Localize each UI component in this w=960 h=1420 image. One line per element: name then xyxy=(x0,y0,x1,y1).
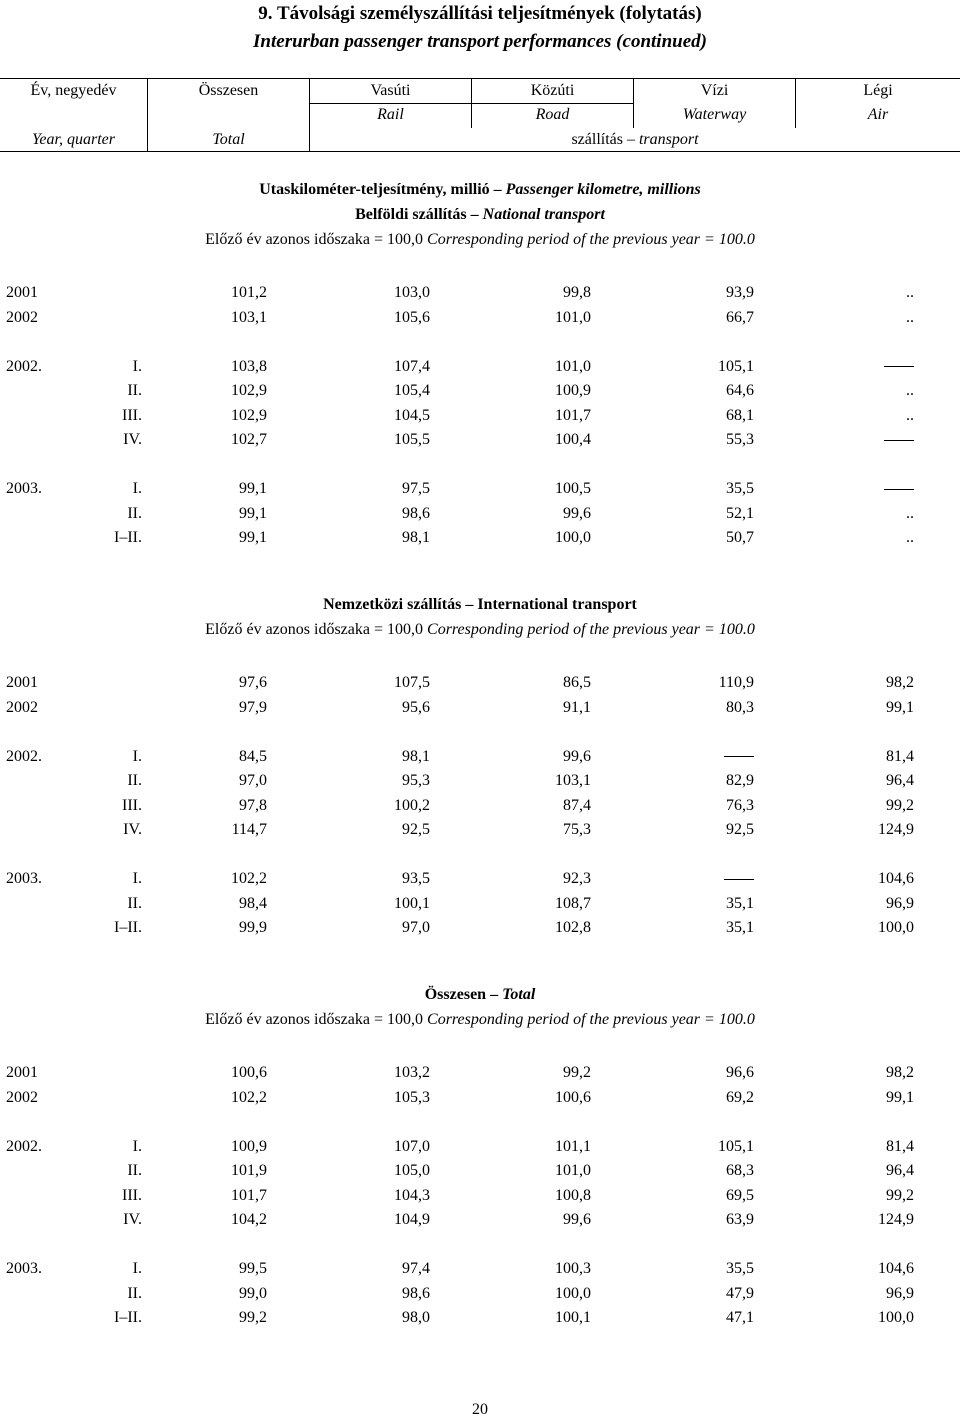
table-row xyxy=(0,1061,960,1085)
section-title: Összesen – Total xyxy=(424,986,536,1003)
table-row xyxy=(0,1208,960,1232)
section-title-en: National transport xyxy=(482,206,605,223)
row-year: 2002 xyxy=(6,1088,38,1106)
cell-total: 101,2 xyxy=(231,284,267,301)
cell-road: 92,3 xyxy=(563,870,591,887)
cell-total: 98,4 xyxy=(239,894,267,912)
row-year: 2003. xyxy=(6,1260,42,1277)
cell-waterway: 110,9 xyxy=(718,674,754,691)
row-quarter: I. xyxy=(132,870,142,887)
row-quarter: IV. xyxy=(123,821,142,838)
table-row xyxy=(0,1282,960,1306)
cell-waterway: 69,5 xyxy=(726,1186,754,1204)
cell-road: 99,6 xyxy=(563,504,591,522)
cell-air: 96,4 xyxy=(886,772,914,789)
cell-rail: 107,0 xyxy=(394,1137,430,1155)
cell-air xyxy=(884,355,914,379)
header-road-label: Közúti xyxy=(530,82,575,99)
table-row xyxy=(0,696,960,720)
cell-rail: 95,6 xyxy=(402,698,430,716)
section-base-note xyxy=(0,620,960,640)
header-mid-rule xyxy=(310,103,634,104)
header-rail-label: Vasúti xyxy=(370,82,411,99)
cell-waterway: 76,3 xyxy=(726,796,754,814)
table-row xyxy=(0,502,960,526)
table-row xyxy=(0,671,960,695)
table-row xyxy=(0,477,960,501)
row-quarter: I–II. xyxy=(114,529,142,546)
table-title-hungarian: 9. Távolsági személyszállítási teljesítmények (folytatás) xyxy=(258,3,702,24)
cell-road: 100,5 xyxy=(555,480,591,497)
section-title-en: Total xyxy=(502,986,536,1003)
cell-rail: 97,0 xyxy=(402,919,430,936)
cell-road: 100,0 xyxy=(555,529,591,546)
cell-rail: 105,4 xyxy=(394,382,430,399)
cell-total: 97,8 xyxy=(239,796,267,814)
header-total-label-en: Total xyxy=(212,131,245,148)
cell-total: 97,9 xyxy=(239,698,267,716)
row-quarter: II. xyxy=(127,894,142,912)
page-number: 20 xyxy=(472,1401,488,1418)
cell-total: 84,5 xyxy=(239,747,267,765)
cell-waterway: 47,9 xyxy=(726,1284,754,1302)
cell-waterway: 96,6 xyxy=(726,1064,754,1081)
row-year: 2001 xyxy=(6,1064,38,1081)
table-row xyxy=(0,1306,960,1330)
table-row xyxy=(0,745,960,769)
cell-air: 99,2 xyxy=(886,1186,914,1204)
row-quarter: II. xyxy=(127,382,142,399)
cell-air: 99,1 xyxy=(886,698,914,716)
cell-waterway: 92,5 xyxy=(726,821,754,838)
table-row xyxy=(0,916,960,940)
row-quarter: II. xyxy=(127,1284,142,1302)
row-quarter: I. xyxy=(132,357,142,375)
cell-waterway: 82,9 xyxy=(726,772,754,789)
cell-air: 99,2 xyxy=(886,796,914,814)
section-title-en: International transport xyxy=(477,596,637,613)
cell-air: .. xyxy=(906,529,914,546)
cell-road: 103,1 xyxy=(555,772,591,789)
table-header xyxy=(0,78,960,152)
table-row xyxy=(0,1257,960,1281)
base-note-en: Corresponding period of the previous year = 100.0 xyxy=(427,231,755,248)
cell-air: .. xyxy=(906,284,914,301)
cell-rail: 104,3 xyxy=(394,1186,430,1204)
row-year: 2002. xyxy=(6,357,42,375)
table-row xyxy=(0,794,960,818)
cell-waterway: 63,9 xyxy=(726,1211,754,1228)
cell-total: 102,9 xyxy=(231,406,267,424)
row-year: 2001 xyxy=(6,284,38,301)
table-row xyxy=(0,1159,960,1183)
cell-waterway: 68,3 xyxy=(726,1162,754,1179)
cell-rail: 98,0 xyxy=(402,1309,430,1326)
header-year-label-en: Year, quarter xyxy=(32,131,115,148)
cell-road: 99,2 xyxy=(563,1064,591,1081)
row-quarter: IV. xyxy=(123,431,142,448)
cell-waterway: 47,1 xyxy=(726,1309,754,1326)
cell-rail: 98,6 xyxy=(402,504,430,522)
base-note-en: Corresponding period of the previous year = 100.0 xyxy=(427,1011,755,1028)
cell-road: 75,3 xyxy=(563,821,591,838)
cell-road: 100,1 xyxy=(555,1309,591,1326)
cell-waterway: 105,1 xyxy=(718,357,754,375)
table-row xyxy=(0,355,960,379)
section-base-note xyxy=(0,230,960,250)
cell-road: 99,8 xyxy=(563,284,591,301)
table-row xyxy=(0,281,960,305)
cell-rail: 103,0 xyxy=(394,284,430,301)
row-quarter: III. xyxy=(122,796,142,814)
cell-air: 124,9 xyxy=(878,821,914,838)
row-quarter: I–II. xyxy=(114,919,142,936)
cell-air: 96,9 xyxy=(886,1284,914,1302)
section-title-hu: Összesen xyxy=(424,986,487,1003)
cell-air: 104,6 xyxy=(878,870,914,887)
cell-rail: 92,5 xyxy=(402,821,430,838)
cell-total: 101,9 xyxy=(231,1162,267,1179)
row-year: 2002 xyxy=(6,308,38,326)
base-note-hu: Előző év azonos időszaka = 100,0 xyxy=(205,1011,424,1028)
cell-total: 99,2 xyxy=(239,1309,267,1326)
cell-waterway: 69,2 xyxy=(726,1088,754,1106)
cell-road: 87,4 xyxy=(563,796,591,814)
cell-rail: 107,4 xyxy=(394,357,430,375)
cell-air: .. xyxy=(906,382,914,399)
base-note-hu: Előző év azonos időszaka = 100,0 xyxy=(205,231,424,248)
nil-dash xyxy=(724,756,754,757)
table-row xyxy=(0,1184,960,1208)
nil-dash xyxy=(724,879,754,880)
table-row xyxy=(0,379,960,403)
cell-air: 104,6 xyxy=(878,1260,914,1277)
cell-total: 100,6 xyxy=(231,1064,267,1081)
header-rail-label-en: Rail xyxy=(377,106,404,123)
cell-air xyxy=(884,428,914,452)
cell-waterway: 52,1 xyxy=(726,504,754,522)
cell-waterway: 105,1 xyxy=(718,1137,754,1155)
cell-total: 102,7 xyxy=(231,431,267,448)
header-air-label-en: Air xyxy=(867,106,889,123)
base-note-hu: Előző év azonos időszaka = 100,0 xyxy=(205,621,424,638)
cell-road: 100,6 xyxy=(555,1088,591,1106)
table-row xyxy=(0,306,960,330)
row-year: 2002. xyxy=(6,1137,42,1155)
cell-rail: 105,5 xyxy=(394,431,430,448)
cell-air: 124,9 xyxy=(878,1211,914,1228)
cell-rail: 97,5 xyxy=(402,480,430,497)
cell-total: 99,5 xyxy=(239,1260,267,1277)
cell-waterway: 35,5 xyxy=(726,1260,754,1277)
row-quarter: I. xyxy=(132,747,142,765)
header-air-label: Légi xyxy=(863,82,893,99)
section-title: Belföldi szállítás – National transport xyxy=(355,206,605,223)
cell-rail: 105,0 xyxy=(394,1162,430,1179)
cell-rail: 107,5 xyxy=(394,674,430,691)
cell-road: 102,8 xyxy=(555,919,591,936)
table-row xyxy=(0,526,960,550)
cell-waterway: 35,1 xyxy=(726,919,754,936)
section-base-note xyxy=(0,1010,960,1030)
cell-road: 100,9 xyxy=(555,382,591,399)
cell-air: 98,2 xyxy=(886,1064,914,1081)
cell-waterway: 55,3 xyxy=(726,431,754,448)
table-row xyxy=(0,892,960,916)
header-waterway-label: Vízi xyxy=(700,82,729,99)
cell-waterway: 35,5 xyxy=(726,480,754,497)
cell-air: 81,4 xyxy=(886,1137,914,1155)
cell-rail: 103,2 xyxy=(394,1064,430,1081)
base-note-en: Corresponding period of the previous year = 100.0 xyxy=(427,621,755,638)
cell-waterway: 68,1 xyxy=(726,406,754,424)
cell-rail: 104,5 xyxy=(394,406,430,424)
section-title: Nemzetközi szállítás – International transport xyxy=(323,596,637,613)
row-quarter: I. xyxy=(132,480,142,497)
cell-road: 86,5 xyxy=(563,674,591,691)
table-row xyxy=(0,1086,960,1110)
row-year: 2001 xyxy=(6,674,38,691)
header-total-label: Összesen xyxy=(198,82,259,99)
header-road-label-en: Road xyxy=(535,106,570,123)
cell-road: 100,0 xyxy=(555,1284,591,1302)
unit-caption: Utaskilométer-teljesítmény, millió – Passenger kilometre, millions xyxy=(259,181,701,198)
cell-road: 99,6 xyxy=(563,1211,591,1228)
table-row xyxy=(0,428,960,452)
cell-road: 100,8 xyxy=(555,1186,591,1204)
cell-air: 98,2 xyxy=(886,674,914,691)
header-transport-hu: szállítás xyxy=(571,131,623,148)
header-top-rule xyxy=(0,78,960,79)
table-row xyxy=(0,867,960,891)
header-transport-en: transport xyxy=(638,131,699,148)
cell-air xyxy=(884,477,914,501)
cell-air: 100,0 xyxy=(878,1309,914,1326)
header-transport-label: szállítás – transport xyxy=(571,131,699,148)
row-quarter: IV. xyxy=(123,1211,142,1228)
table-title-english: Interurban passenger transport performances (continued) xyxy=(253,31,707,52)
cell-rail: 98,1 xyxy=(402,529,430,546)
cell-air: 96,4 xyxy=(886,1162,914,1179)
cell-rail: 93,5 xyxy=(402,870,430,887)
cell-rail: 95,3 xyxy=(402,772,430,789)
cell-road: 100,3 xyxy=(555,1260,591,1277)
cell-road: 91,1 xyxy=(563,698,591,716)
cell-rail: 105,3 xyxy=(394,1088,430,1106)
cell-total: 99,1 xyxy=(239,504,267,522)
row-year: 2002 xyxy=(6,698,38,716)
cell-total: 99,9 xyxy=(239,919,267,936)
cell-waterway: 93,9 xyxy=(726,284,754,301)
cell-total: 97,6 xyxy=(239,674,267,691)
cell-road: 101,0 xyxy=(555,1162,591,1179)
cell-total: 114,7 xyxy=(231,821,267,838)
row-quarter: II. xyxy=(127,504,142,522)
cell-rail: 105,6 xyxy=(394,308,430,326)
cell-rail: 98,6 xyxy=(402,1284,430,1302)
section-title-hu: Nemzetközi szállítás xyxy=(323,596,462,613)
cell-rail: 100,2 xyxy=(394,796,430,814)
header-bottom-rule xyxy=(0,151,960,152)
table-row xyxy=(0,404,960,428)
table-row xyxy=(0,1135,960,1159)
cell-air: 99,1 xyxy=(886,1088,914,1106)
cell-air: 81,4 xyxy=(886,747,914,765)
cell-rail: 100,1 xyxy=(394,894,430,912)
cell-waterway: 66,7 xyxy=(726,308,754,326)
cell-air: 100,0 xyxy=(878,919,914,936)
row-quarter: II. xyxy=(127,772,142,789)
cell-total: 102,2 xyxy=(231,870,267,887)
cell-road: 100,4 xyxy=(555,431,591,448)
cell-total: 103,8 xyxy=(231,357,267,375)
cell-total: 99,1 xyxy=(239,529,267,546)
cell-road: 99,6 xyxy=(563,747,591,765)
nil-dash xyxy=(884,366,914,367)
cell-air: .. xyxy=(906,406,914,424)
cell-total: 100,9 xyxy=(231,1137,267,1155)
cell-air: .. xyxy=(906,504,914,522)
row-year: 2003. xyxy=(6,480,42,497)
cell-total: 104,2 xyxy=(231,1211,267,1228)
cell-total: 101,7 xyxy=(231,1186,267,1204)
cell-road: 101,0 xyxy=(555,357,591,375)
row-year: 2003. xyxy=(6,870,42,887)
table-row xyxy=(0,769,960,793)
row-quarter: I. xyxy=(132,1137,142,1155)
cell-road: 101,7 xyxy=(555,406,591,424)
cell-waterway: 50,7 xyxy=(726,529,754,546)
cell-total: 97,0 xyxy=(239,772,267,789)
nil-dash xyxy=(884,489,914,490)
cell-road: 108,7 xyxy=(555,894,591,912)
cell-waterway xyxy=(724,867,754,891)
row-quarter: I–II. xyxy=(114,1309,142,1326)
row-year: 2002. xyxy=(6,747,42,765)
header-year-label: Év, negyedév xyxy=(30,82,117,99)
nil-dash xyxy=(884,440,914,441)
cell-total: 103,1 xyxy=(231,308,267,326)
section-title-hu: Belföldi szállítás xyxy=(355,206,467,223)
cell-waterway: 35,1 xyxy=(726,894,754,912)
cell-rail: 104,9 xyxy=(394,1211,430,1228)
table-row xyxy=(0,818,960,842)
cell-road: 101,0 xyxy=(555,308,591,326)
cell-rail: 97,4 xyxy=(402,1260,430,1277)
cell-total: 102,2 xyxy=(231,1088,267,1106)
unit-caption-hu: Utaskilométer-teljesítmény, millió xyxy=(259,181,490,198)
cell-waterway: 80,3 xyxy=(726,698,754,716)
row-quarter: I. xyxy=(132,1260,142,1277)
unit-caption-en: Passenger kilometre, millions xyxy=(505,181,701,198)
cell-total: 99,1 xyxy=(239,480,267,497)
row-quarter: II. xyxy=(127,1162,142,1179)
cell-road: 101,1 xyxy=(555,1137,591,1155)
cell-total: 99,0 xyxy=(239,1284,267,1302)
cell-waterway xyxy=(724,745,754,769)
cell-air: 96,9 xyxy=(886,894,914,912)
cell-air: .. xyxy=(906,308,914,326)
row-quarter: III. xyxy=(122,1186,142,1204)
cell-rail: 98,1 xyxy=(402,747,430,765)
cell-waterway: 64,6 xyxy=(726,382,754,399)
row-quarter: III. xyxy=(122,406,142,424)
header-waterway-label-en: Waterway xyxy=(682,106,747,123)
cell-total: 102,9 xyxy=(231,382,267,399)
